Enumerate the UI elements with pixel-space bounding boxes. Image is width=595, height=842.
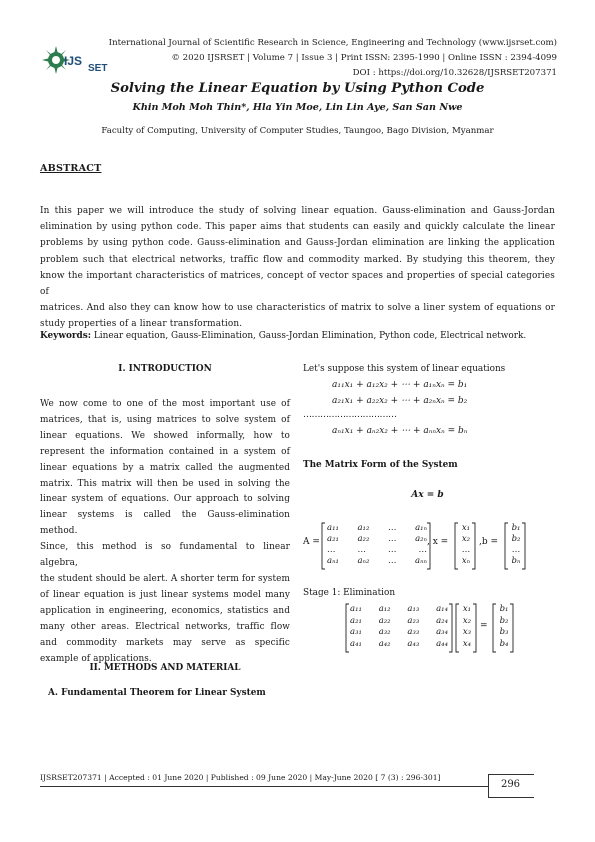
matrix-cell: … [387,534,397,544]
vector-cell: b₁ [499,604,509,614]
matrix-cell: … [387,523,397,533]
matrix-cell: … [357,545,366,555]
matrix-a-4x4-cells [350,604,448,650]
intro-line: application in engineering, economics, statistics and [40,605,290,616]
equation-1: a₁₁x₁ + a₁₂x₂ + ⋯ + a₁ₙxₙ = b₁ [332,380,468,390]
matrix-cell: a₂₂ [357,534,370,544]
vector-cell: … [461,545,471,555]
intro-line: many other areas. Electrical networks, traffic flow [40,621,290,632]
vector-cell: x₃ [462,627,472,637]
equation-n: aₙ₁x₁ + aₙ₂x₂ + ⋯ + aₙₙxₙ = bₙ [332,426,468,436]
matrix-a-label: A = [303,537,320,547]
system-intro-text: Let's suppose this system of linear equations [303,364,506,374]
svg-text:IJS: IJS [64,54,83,68]
journal-name: International Journal of Scientific Research in Science, Engineering and Technology (www.ijsrset.com) [108,38,557,48]
intro-line: We now come to one of the most important use of [40,399,290,409]
vector-cell: x₄ [462,638,472,649]
matrix-cell: a₁ₙ [415,523,427,533]
equals-sign: = [480,621,488,631]
vector-b-label: ,b = [479,537,499,547]
intro-line: linear systems is called the Gauss-elimination method. [40,510,290,537]
matrix-cell: a₃₃ [407,627,420,637]
matrix-cell: a₁₁ [327,523,339,533]
page-number: 296 [500,779,521,790]
intro-line: of linear equation is just linear systems model many [40,589,290,600]
intro-line: the student should be alert. A shorter term for system [40,573,290,584]
vector-x-4-cells [459,604,475,650]
intro-line: matrix. This matrix will then be used in solving the [40,478,290,489]
abstract-line: problem such that electrical networks, traffic flow and commodity marked. By studying this theorem, they [40,254,555,265]
matrix-cell: a₁₁ [350,604,362,614]
footer-citation: IJSRSET207371 | Accepted : 01 June 2020 | Published : 09 June 2020 | May-June 2020 [ 7 (3) : 296-301] [40,773,441,782]
matrix-cell: … [388,545,397,555]
intro-line: linear equations. We showed informally, how to [40,430,290,441]
matrix-cell: a₂₃ [407,615,420,626]
issue-info: © 2020 IJSRSET | Volume 7 | Issue 3 | Print ISSN: 2395-1990 | Online ISSN : 2394-4099 [171,53,557,63]
subsection-fundamental-theorem: A. Fundamental Theorem for Linear System [48,688,266,698]
vector-cell: xₙ [461,556,471,566]
keywords-label: Keywords: [40,331,92,341]
abstract-line: In this paper we will introduce the study of solving linear equation. Gauss-elimination and Gauss-Jordan [40,206,555,216]
vector-cell: x₁ [462,604,472,614]
matrix-cell: a₁₄ [436,604,448,614]
matrix-cell: aₙₙ [415,556,427,566]
intro-line: represent the information contained in a system of [40,446,290,457]
abstract-line: elimination by using python code. This paper aims that students can easily and quickly calculate the linear [40,222,555,233]
keywords-text: Linear equation, Gauss-Elimination, Gauss-Jordan Elimination, Python code, Electrical network. [93,331,527,341]
abstract-line: study properties of a linear transformation. [40,319,243,330]
authors: Khin Moh Moh Thin*, Hla Yin Moe, Lin Lin Aye, San San Nwe [132,102,463,113]
matrix-cell: a₄₃ [407,638,420,649]
stage-1-label: Stage 1: Elimination [303,588,396,598]
matrix-form-heading: The Matrix Form of the System [303,460,458,470]
section-methods-heading: II. METHODS AND MATERIAL [89,663,241,673]
matrix-cell: … [418,545,427,555]
matrix-cell: a₁₂ [357,523,370,533]
intro-line: linear system of equations. Our approach to solving [40,494,290,505]
matrix-cell: a₂₄ [436,615,448,626]
matrix-a-cells [327,523,427,567]
matrix-cell: a₂₁ [350,615,362,626]
vector-cell: b₃ [499,627,509,637]
paper-title: Solving the Linear Equation by Using Python Code [110,81,485,96]
matrix-cell: a₂₁ [327,534,339,544]
abstract-heading: ABSTRACT [40,163,102,174]
vector-cell: bₙ [511,556,521,566]
matrix-equation: Ax = b [411,490,444,500]
intro-line: example of applications. [40,653,152,664]
intro-line: Since, this method is so fundamental to linear algebra, [40,542,290,569]
matrix-cell: aₙ₁ [327,556,339,566]
matrix-cell: aₙ₂ [357,556,370,566]
equation-ellipsis: …………………………… [303,410,397,420]
abstract-body [40,203,555,333]
vector-cell: b₂ [511,534,521,544]
abstract-line: know the important characteristics of matrices, concept of vector spaces and properties of special categories of [40,270,555,298]
vector-cell: x₁ [461,523,471,533]
matrix-cell: a₃₁ [350,627,362,637]
vector-cell: … [511,545,521,555]
matrix-cell: a₃₄ [436,627,448,637]
section-introduction-heading: I. INTRODUCTION [118,364,212,374]
matrix-x-label: , x = [427,537,449,547]
matrix-cell: a₄₄ [436,638,448,649]
matrix-cell: a₁₂ [378,604,391,614]
abstract-line: matrices. And also they can know how to use characteristics of matrix to solve a liner system of equations or [40,303,555,314]
matrix-cell: … [387,556,397,566]
introduction-body [40,397,290,667]
footer-divider [40,786,488,787]
intro-line: and commodity markets may serve as specific [40,637,290,648]
matrix-cell: a₃₂ [378,627,391,637]
doi: DOI : https://doi.org/10.32628/IJSRSET207371 [352,68,557,78]
intro-line: linear equations by a matrix called the augmented [40,462,290,473]
affiliation: Faculty of Computing, University of Computer Studies, Taungoo, Bago Division, Myanmar [101,126,494,136]
matrix-cell: a₂₂ [378,615,391,626]
vector-cell: x₂ [462,615,472,626]
matrix-cell: a₄₁ [350,638,362,649]
vector-cell: x₂ [461,534,471,544]
abstract-line: problems by using python code. Gauss-elimination and Gauss-Jordan elimination are linking the application [40,238,555,249]
vector-cell: b₄ [499,638,509,649]
vector-cell: b₂ [499,615,509,626]
vector-cell: b₁ [511,523,521,533]
vector-b-4-cells [496,604,512,650]
matrix-cell: a₁₃ [407,604,420,614]
keywords [40,331,555,341]
vector-b-cells [508,523,524,567]
equation-2: a₂₁x₁ + a₂₂x₂ + ⋯ + a₂ₙxₙ = b₂ [332,396,468,406]
svg-text:SET: SET [88,63,108,74]
intro-line: matrices, that is, using matrices to solve system of [40,414,290,425]
matrix-cell: a₂ₙ [415,534,427,544]
matrix-cell: a₄₂ [378,638,391,649]
vector-x-cells [458,523,474,567]
matrix-cell: … [327,545,336,555]
